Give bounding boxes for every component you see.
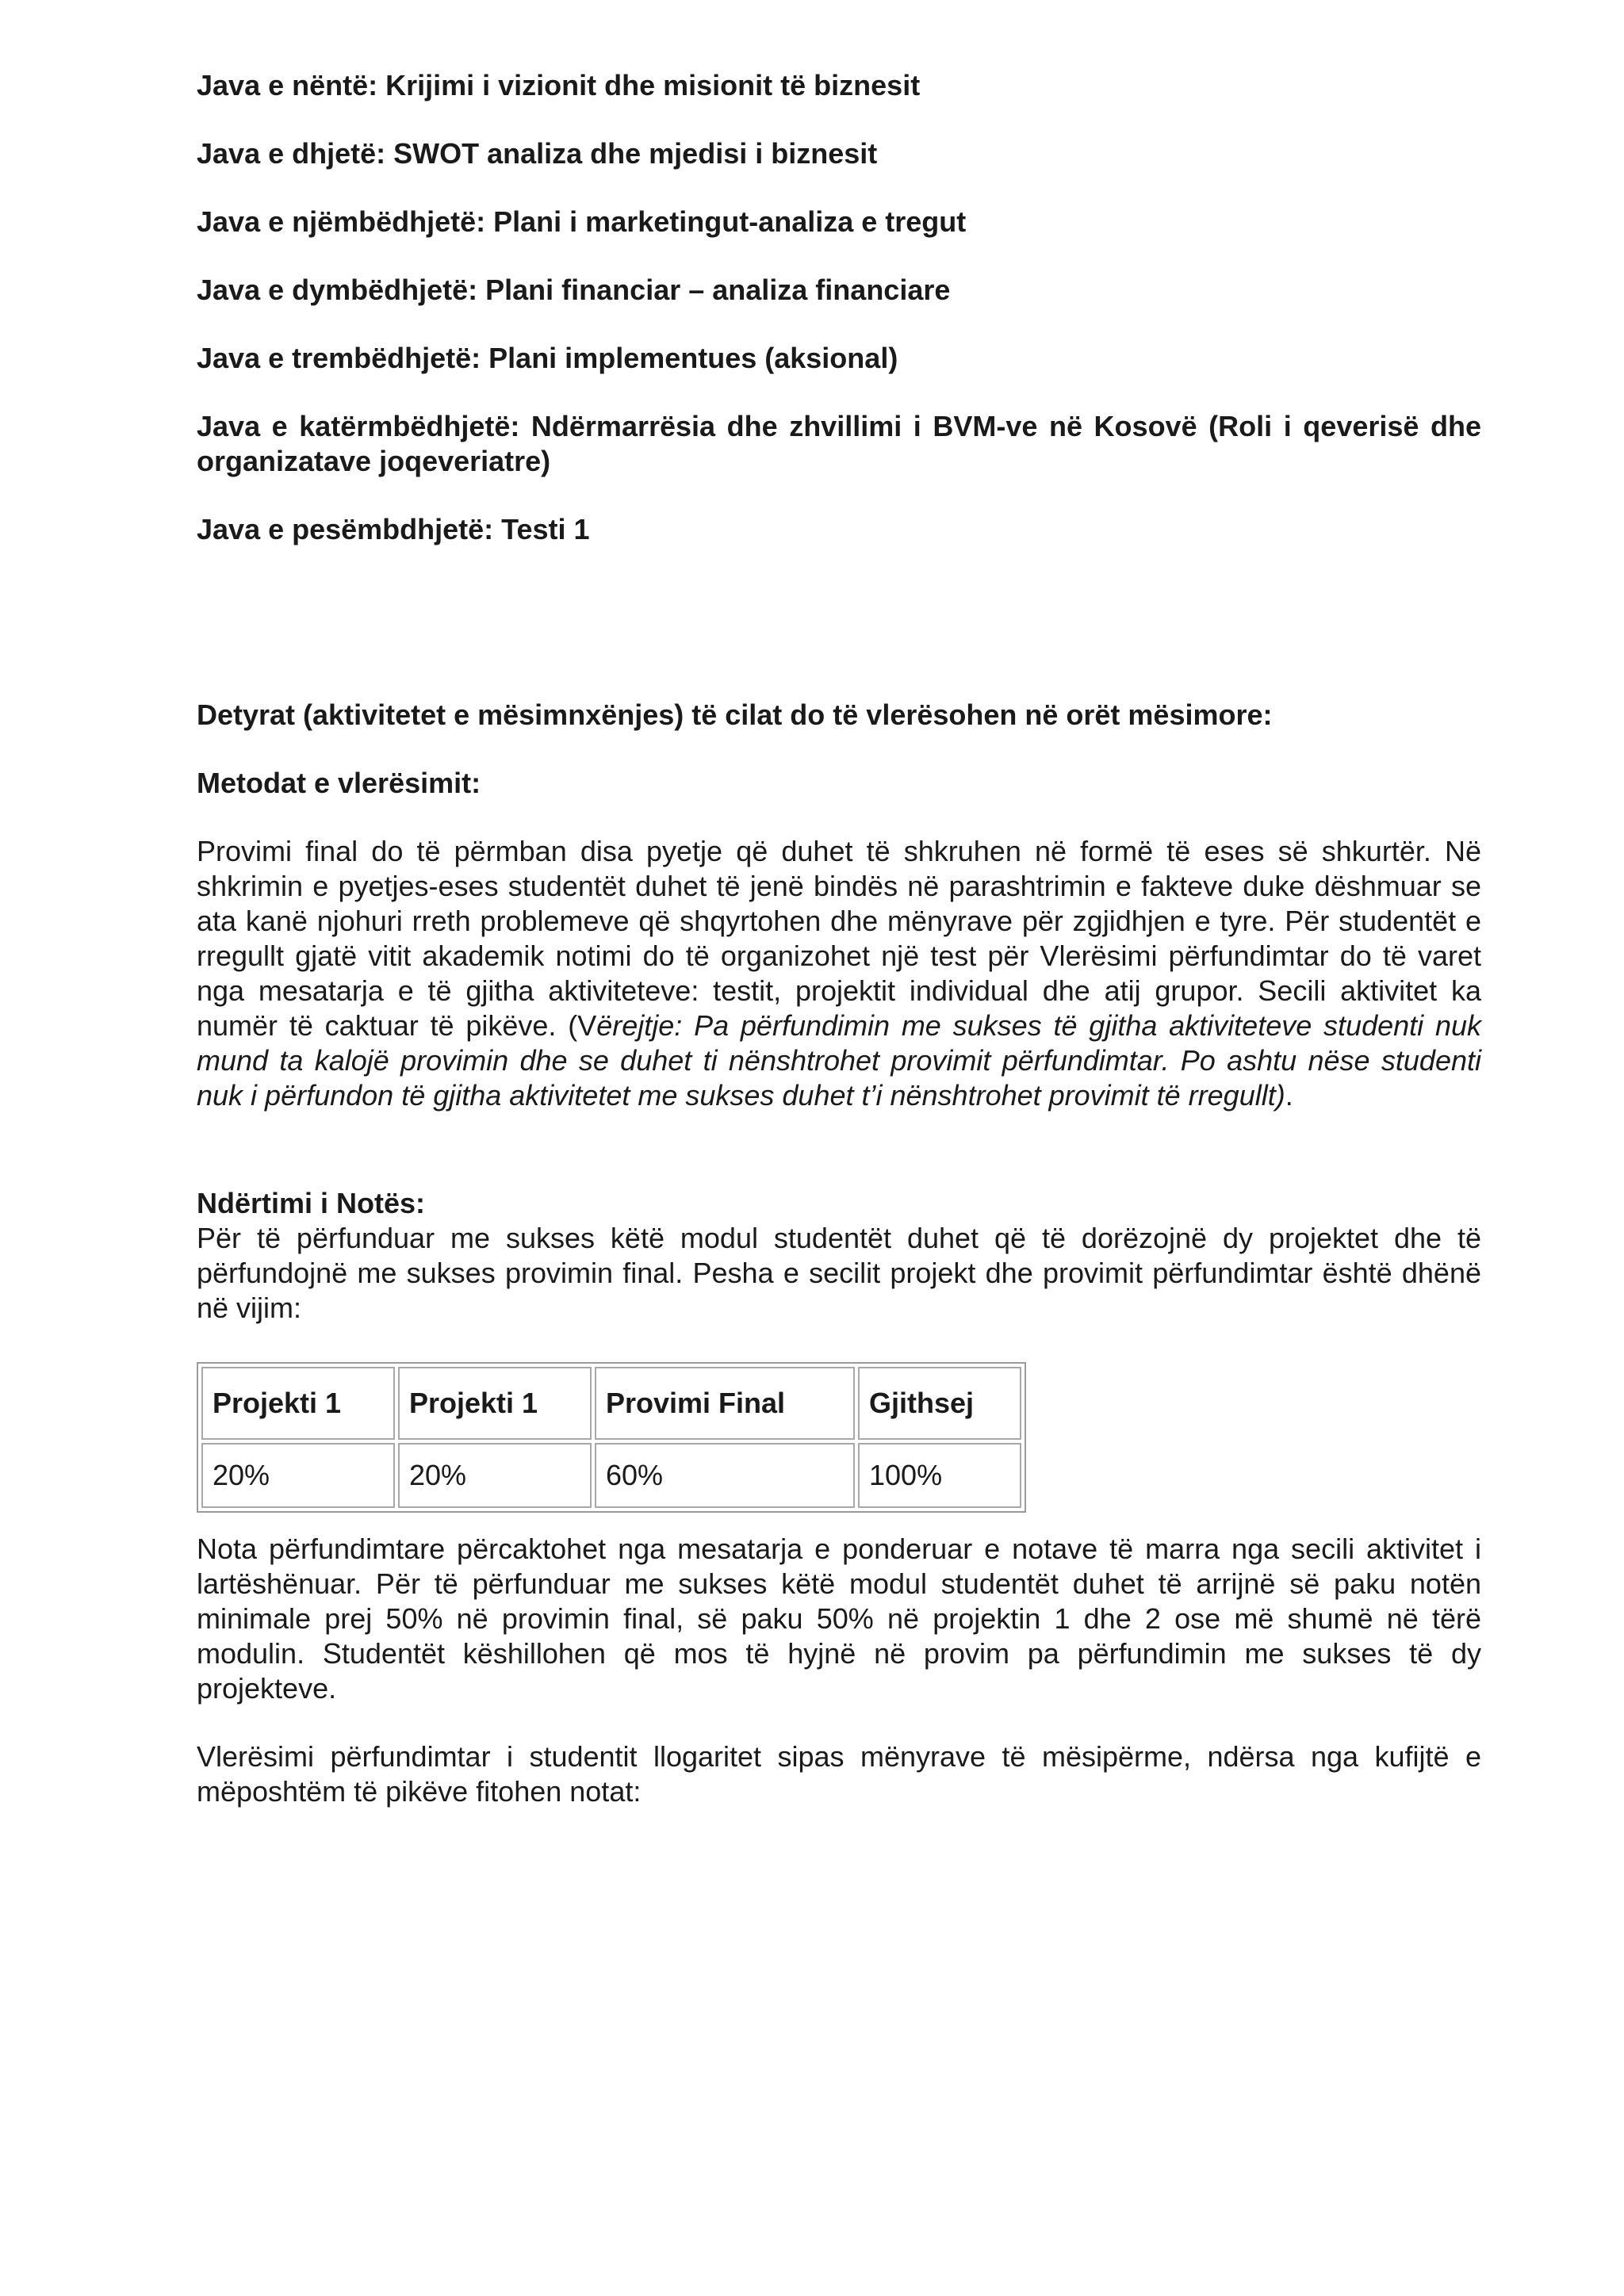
week-9-item: Java e nëntë: Krijimi i vizionit dhe misionit të biznesit: [197, 69, 921, 101]
grade-paragraph: Për të përfunduar me sukses këtë modul studentët duhet që të dorëzojnë dy projektet dhe të përfundojnë me sukses provimin final. Pesha e secilit projekt dhe provimit përfundimtar është dhënë në vijim:: [197, 1222, 1481, 1324]
methods-heading: Metodat e vlerësimit:: [197, 767, 481, 799]
table-cell: 60%: [595, 1443, 855, 1508]
tasks-heading: Detyrat (aktivitetet e mësimnxënjes) të cilat do të vlerësohen në orët mësimore:: [197, 698, 1273, 731]
table-header-cell: Projekti 1: [398, 1367, 592, 1440]
grade-weights-table: [197, 1362, 1026, 1513]
final-grade-paragraph: Nota përfundimtare përcaktohet nga mesatarja e ponderuar e notave të marra nga secili aktivitet i lartëshënuar. Për të përfunduar me sukses këtë modul studentët duhet të arrijnë së paku notën minimale prej 50% në provimin final, së paku 50% në projektin 1 dhe 2 ose më shumë në tërë modulin. Studentët këshillohen që mos të hyjnë në provim pa përfundimin me sukses të dy projekteve.: [197, 1533, 1481, 1705]
table-header-cell: Provimi Final: [595, 1367, 855, 1440]
week-10-item: Java e dhjetë: SWOT analiza dhe mjedisi i biznesit: [197, 137, 878, 170]
week-11-item: Java e njëmbëdhjetë: Plani i marketingut-analiza e tregut: [197, 205, 967, 238]
methods-text: Provimi final do të përmban disa pyetje që duhet të shkruhen në formë të eses së shkurtër. Në shkrimin e pyetjes-eses studentët duhet të jenë bindës në parashtrimin e fakteve duke dëshmuar se ata kanë njohuri rreth problemeve që shqyrtohen dhe mënyrave për zgjidhjen e tyre. Për studentët e rregullt gjatë vitit akademik notimi do të organizohet një test për Vlerësimi përfundimtar do të varet nga mesatarja e të gjitha aktiviteteve: testit, projektit individual dhe atij grupor. Secili aktivitet ka numër të caktuar të pikëve. (V: [197, 835, 1481, 1042]
week-14-item: Java e katërmbëdhjetë: Ndërmarrësia dhe zhvillimi i BVM-ve në Kosovë (Roli i qeverisë dhe organizatave joqeveriatre): [197, 410, 1481, 477]
methods-end: .: [1285, 1079, 1293, 1112]
week-12-item: Java e dymbëdhjetë: Plani financiar – analiza financiare: [197, 274, 951, 306]
table-header-row: [201, 1367, 1021, 1440]
table-cell: 20%: [201, 1443, 395, 1508]
table-cell: 100%: [858, 1443, 1021, 1508]
week-13-item: Java e trembëdhjetë: Plani implementues (aksional): [197, 342, 898, 374]
methods-note: ërejtje: Pa përfundimin me sukses të gjitha aktiviteteve studenti nuk mund ta kalojë provimin dhe se duhet ti nënshtrohet provimit përfundimtar. Po ashtu nëse studenti nuk i përfundon të gjitha aktivitetet me sukses duhet t’i nënshtrohet provimit të rregullt): [197, 1009, 1481, 1112]
assessment-paragraph: Vlerësimi përfundimtar i studentit llogaritet sipas mënyrave të mësipërme, ndërsa nga kufijtë e mëposhtëm të pikëve fitohen notat:: [197, 1740, 1481, 1808]
week-15-item: Java e pesëmbdhjetë: Testi 1: [197, 513, 590, 545]
table-cell: 20%: [398, 1443, 592, 1508]
grade-heading: Ndërtimi i Notës:: [197, 1187, 426, 1219]
table-header-cell: Projekti 1: [201, 1367, 395, 1440]
table-row: [201, 1443, 1021, 1508]
table-header-cell: Gjithsej: [858, 1367, 1021, 1440]
methods-paragraph: [197, 834, 1481, 1113]
